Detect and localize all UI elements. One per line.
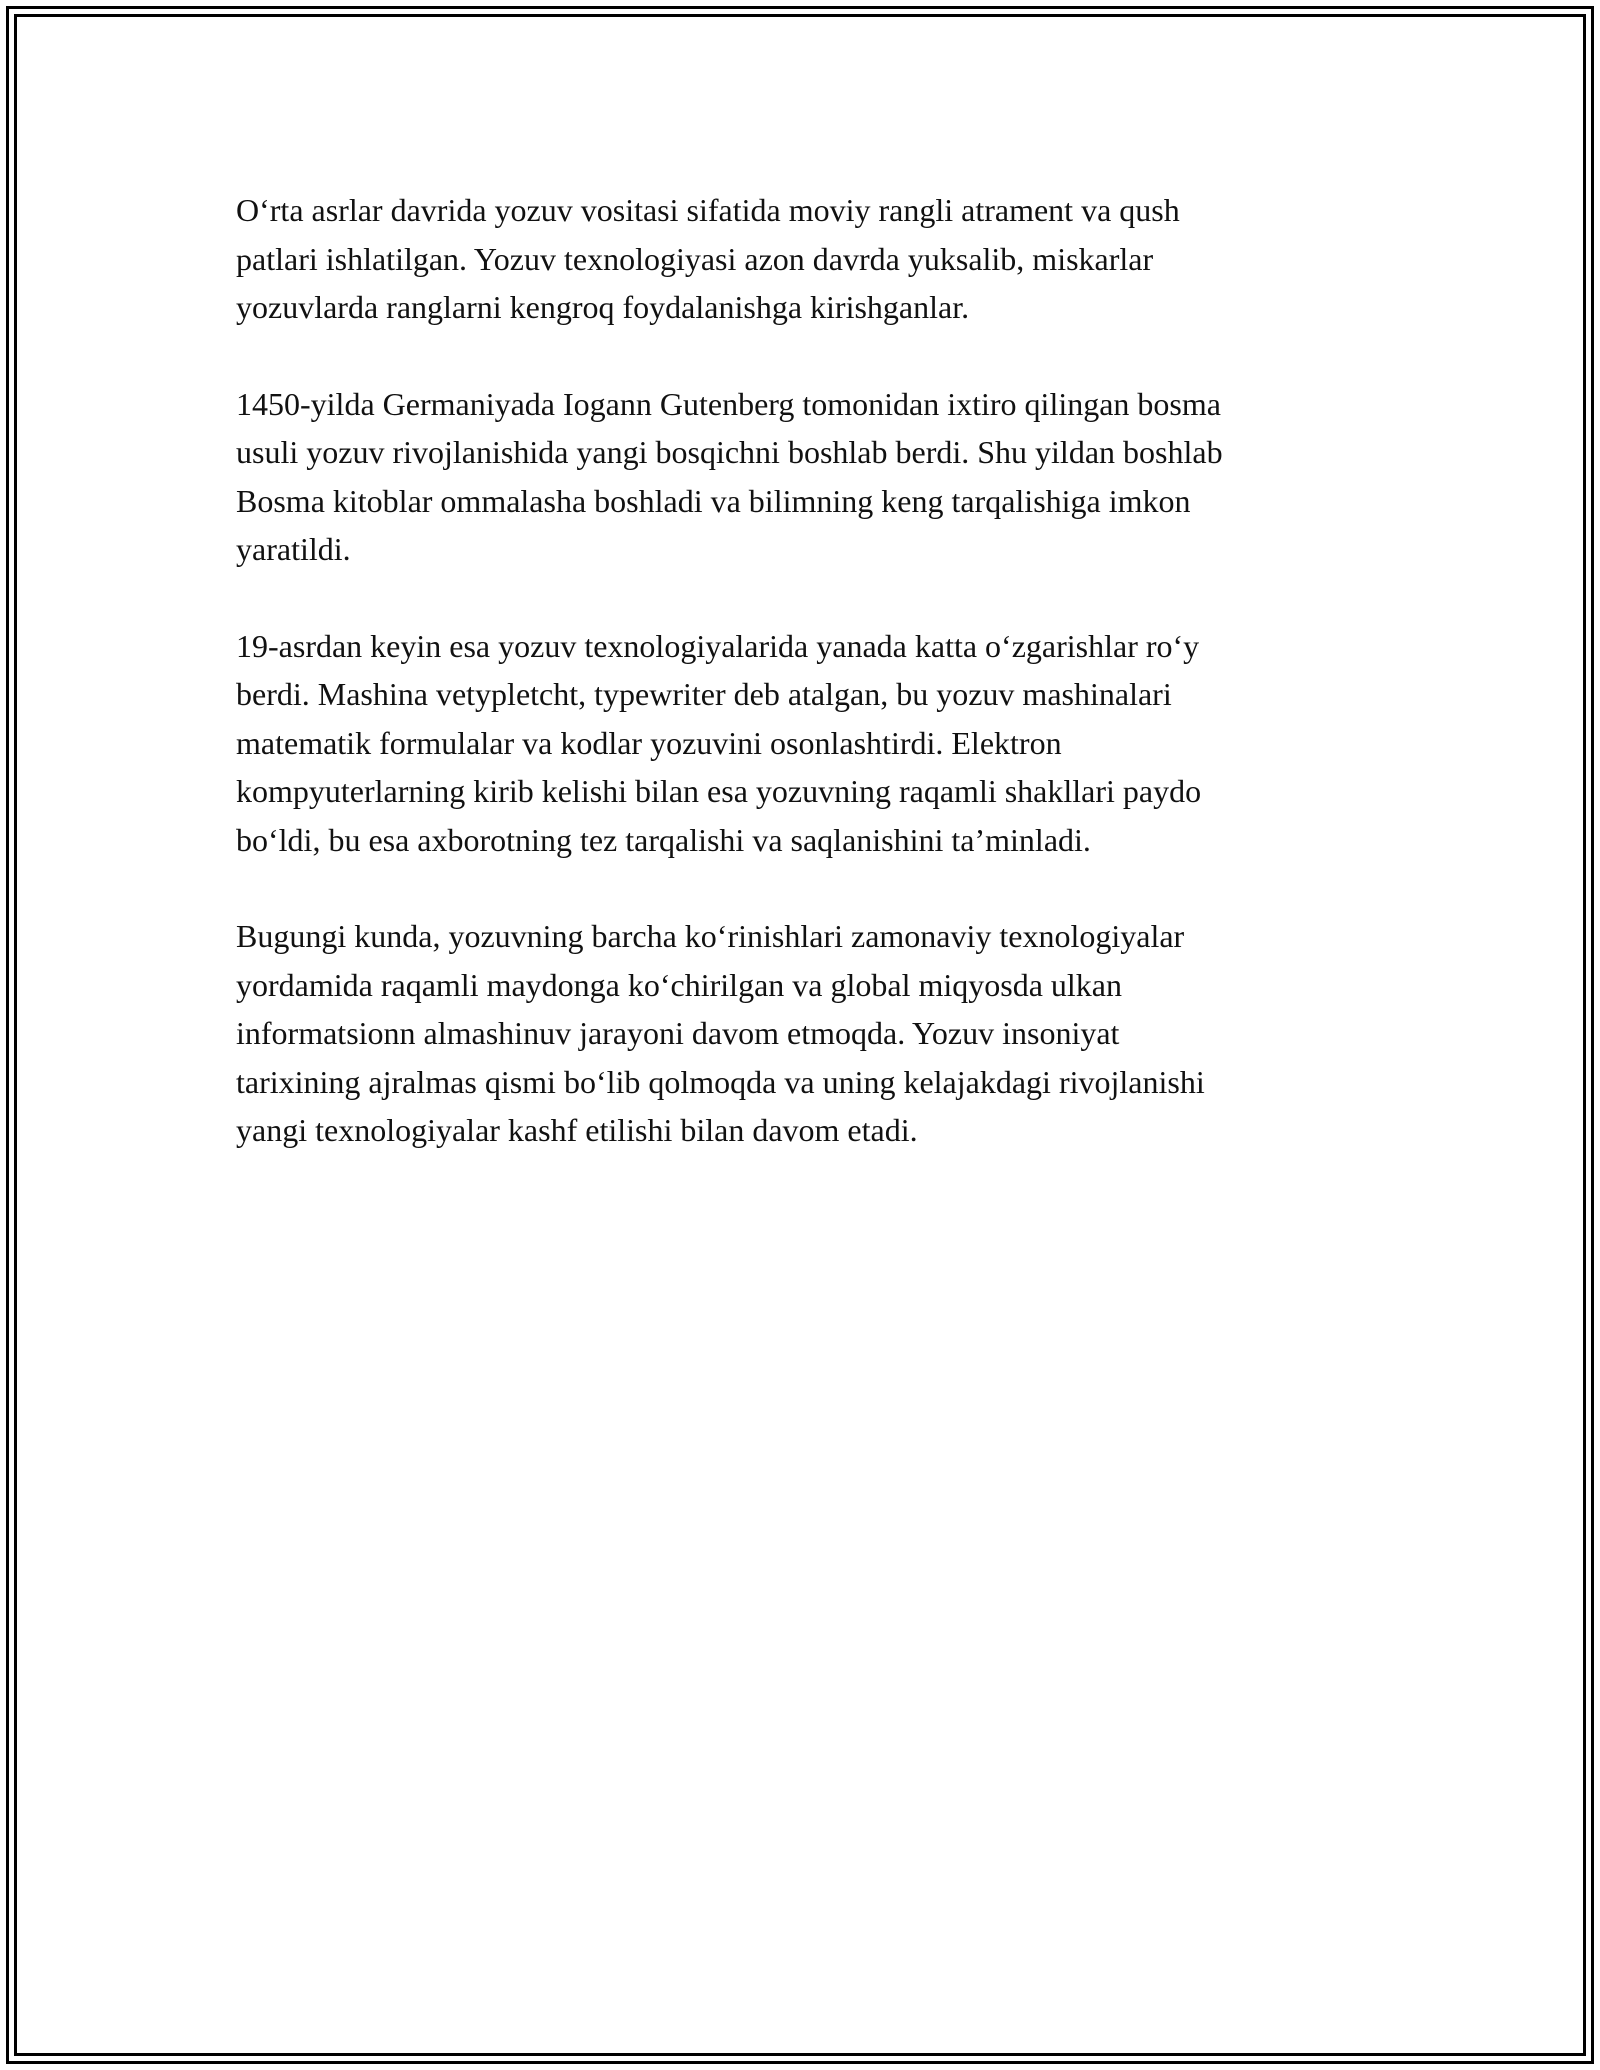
text-line: 1450-yilda Germaniyada Iogann Gutenberg tomonidan ixtiro qilingan bosma <box>236 385 1221 422</box>
text-line: Bosma kitoblar ommalasha boshladi va bilimning keng tarqalishiga imkon <box>236 482 1191 519</box>
document-body <box>236 186 1396 1155</box>
text-line: bo‘ldi, bu esa axborotning tez tarqalishi va saqlanishini ta’minladi. <box>236 821 1091 858</box>
text-line: usuli yozuv rivojlanishida yangi bosqichni boshlab berdi. Shu yildan boshlab <box>236 434 1223 470</box>
text-line: O‘rta asrlar davrida yozuv vositasi sifatida moviy rangli atrament va qush <box>236 192 1180 228</box>
paragraph-2 <box>236 380 1396 574</box>
paragraph-3 <box>236 622 1396 865</box>
text-line: matematik formulalar va kodlar yozuvini osonlashtirdi. Elektron <box>236 724 1062 761</box>
text-line: patlari ishlatilgan. Yozuv texnologiyasi azon davrda yuksalib, miskarlar <box>236 240 1154 277</box>
text-line: berdi. Mashina vetypletcht, typewriter deb atalgan, bu yozuv mashinalari <box>236 676 1172 712</box>
text-line: informatsionn almashinuv jarayoni davom etmoqda. Yozuv insoniyat <box>236 1015 1120 1051</box>
paragraph-4 <box>236 912 1396 1155</box>
text-line: yangi texnologiyalar kashf etilishi bilan davom etadi. <box>236 1112 918 1148</box>
text-line: yaratildi. <box>236 531 351 567</box>
text-line: 19-asrdan keyin esa yozuv texnologiyalarida yanada katta o‘zgarishlar ro‘y <box>236 627 1200 664</box>
text-line: Bugungi kunda, yozuvning barcha ko‘rinishlari zamonaviy texnologiyalar <box>236 918 1185 954</box>
text-line: kompyuterlarning kirib kelishi bilan esa yozuvning raqamli shakllari paydo <box>236 773 1202 809</box>
paragraph-1 <box>236 186 1396 332</box>
text-line: yordamida raqamli maydonga ko‘chirilgan va global miqyosda ulkan <box>236 966 1122 1003</box>
text-line: tarixining ajralmas qismi bo‘lib qolmoqda va uning kelajakdagi rivojlanishi <box>236 1063 1205 1100</box>
text-line: yozuvlarda ranglarni kengroq foydalanishga kirishganlar. <box>236 289 970 325</box>
